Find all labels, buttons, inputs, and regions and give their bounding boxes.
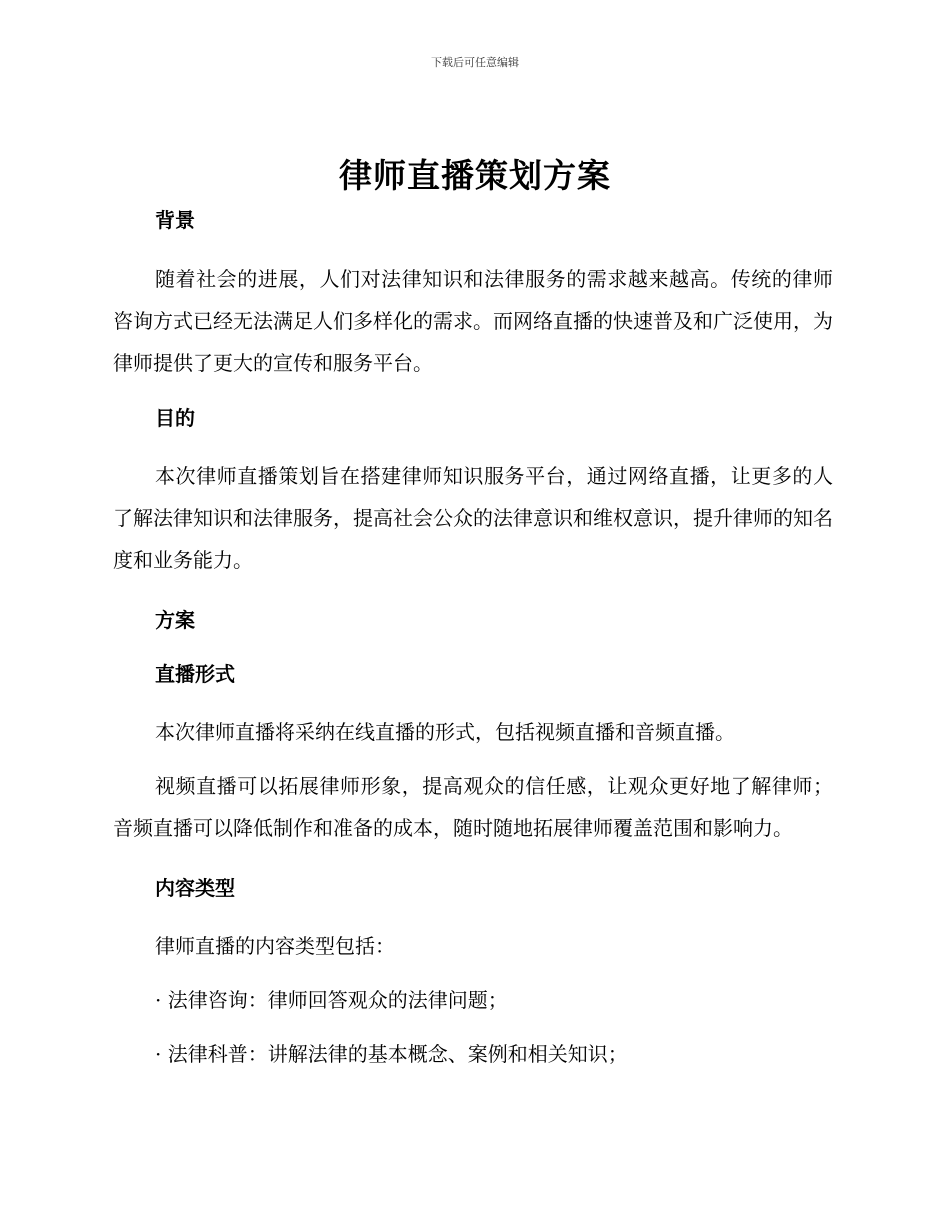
paragraph-format-2: 视频直播可以拓展律师形象，提高观众的信任感，让观众更好地了解律师；音频直播可以降低制作和准备的成本，随时随地拓展律师覆盖范围和影响力。 — [113, 774, 833, 840]
paragraph-background: 随着社会的进展，人们对法律知识和法律服务的需求越来越高。传统的律师咨询方式已经无法满足人们多样化的需求。而网络直播的快速普及和广泛使用，为律师提供了更大的宣传和服务平台。 — [113, 267, 833, 375]
heading-plan: 方案 — [155, 608, 195, 632]
list-item: · 法律科普：讲解法律的基本概念、案例和相关知识； — [155, 1042, 628, 1066]
list-item: · 法律咨询：律师回答观众的法律问题； — [155, 988, 508, 1012]
header-note: 下载后可任意编辑 — [431, 56, 519, 69]
paragraph-format-1: 本次律师直播将采纳在线直播的形式，包括视频直播和音频直播。 — [155, 720, 735, 744]
heading-background: 背景 — [155, 208, 195, 232]
paragraph-content-types-intro: 律师直播的内容类型包括： — [155, 934, 395, 958]
paragraph-purpose: 本次律师直播策划旨在搭建律师知识服务平台，通过网络直播，让更多的人了解法律知识和法律服务，提高社会公众的法律意识和维权意识，提升律师的知名度和业务能力。 — [113, 464, 833, 572]
document-body — [113, 205, 833, 1075]
heading-purpose: 目的 — [155, 406, 195, 430]
heading-format: 直播形式 — [155, 662, 235, 686]
document-title: 律师直播策划方案 — [339, 156, 611, 195]
heading-content-types: 内容类型 — [155, 876, 235, 900]
